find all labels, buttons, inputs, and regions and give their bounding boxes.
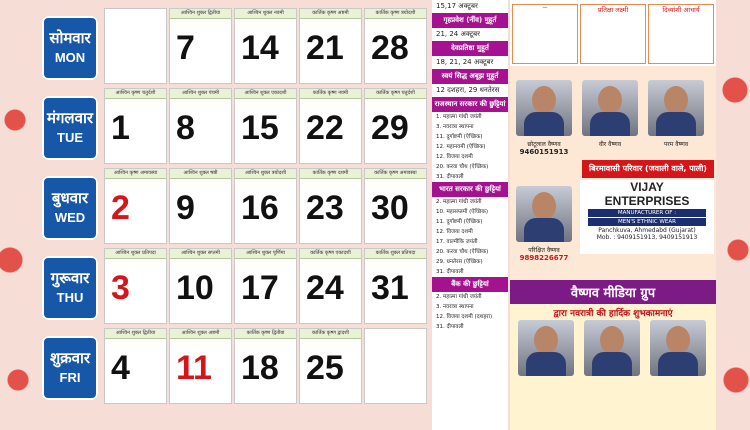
tithi-bar: आश्विन शुक्ल त्रयोदशी — [235, 169, 296, 179]
day-hindi: बुधवार — [51, 189, 89, 207]
calendar-cell — [234, 8, 297, 84]
day-hindi: शुक्रवार — [49, 349, 91, 367]
card-title: दिव्यांशी आचार्य — [662, 6, 700, 14]
calendar-cell — [299, 88, 362, 164]
holiday-item: 1. महात्मा गांधी जयंती — [436, 114, 482, 120]
family-banner: बिरमावासी परिवार (जवाली वाले, पाली) — [582, 160, 714, 178]
card-title: प्रतिक्षा लक्ष्मी — [597, 6, 629, 14]
muhurat-header: गृहप्रवेश (नींव) मुहूर्त — [432, 13, 508, 28]
caption-p3: परम वैष्णव — [663, 141, 689, 148]
photo-media-2 — [584, 320, 640, 376]
raj-holiday-list — [432, 112, 508, 182]
raj-holidays-header: राजस्थान सरकार की छुट्टियां — [432, 97, 508, 112]
holiday-item: 11. दुर्गाष्टमी (ऐच्छिक) — [436, 134, 483, 140]
day-hindi: सोमवार — [49, 29, 91, 47]
date-number: 9 — [176, 189, 195, 227]
calendar-cell — [169, 248, 232, 324]
day-friday — [42, 336, 98, 400]
photo-media-1 — [518, 320, 574, 376]
date-number: 3 — [111, 269, 130, 307]
dev-dates: 18, 21, 24 अक्टूबर — [436, 58, 494, 66]
date-number: 7 — [176, 29, 195, 67]
vijay-name: VIJAY — [630, 180, 664, 194]
date-number: 24 — [306, 269, 344, 307]
calendar-cell — [234, 328, 297, 404]
date-number: 18 — [241, 349, 279, 387]
date-number: 21 — [306, 29, 344, 67]
bharat-holidays-header: भारत सरकार की छुट्टियां — [432, 182, 508, 197]
day-monday — [42, 16, 98, 80]
card-middle — [580, 4, 646, 64]
day-wednesday — [42, 176, 98, 240]
date-number: 22 — [306, 109, 344, 147]
bank-holiday-list — [432, 292, 508, 332]
vijay-address: Panchkuva, Ahmedabd (Gujarat) — [598, 227, 696, 234]
tithi-bar: आश्विन शुक्ल षष्ठी — [170, 169, 231, 179]
muhurat-info-column — [432, 0, 508, 430]
date-number: 14 — [241, 29, 279, 67]
tithi-bar: आश्विन कृष्ण चतुर्दशी — [105, 89, 166, 99]
date-number: 29 — [371, 109, 409, 147]
date-number: 11 — [176, 349, 212, 387]
calendar-cell — [169, 88, 232, 164]
date-number: 25 — [306, 349, 344, 387]
holiday-item: 29. धनतेरस (ऐच्छिक) — [436, 259, 483, 265]
holiday-item: 12. विजया दशमी — [436, 229, 473, 235]
date-number: 15 — [241, 109, 279, 147]
calendar-cell — [299, 248, 362, 324]
calendar-cell — [234, 88, 297, 164]
calendar-cell — [299, 8, 362, 84]
calendar-cell — [169, 328, 232, 404]
tithi-bar: कार्तिक कृष्ण द्वितीया — [235, 329, 296, 339]
holiday-item: 3. नवरात्रा स्थापना — [436, 304, 474, 310]
vaishnav-media-group — [510, 280, 716, 430]
holiday-item: 31. दीपावली — [436, 174, 464, 180]
card-right — [648, 4, 714, 64]
holiday-item: 17. वाल्मीकि जयंती — [436, 239, 478, 245]
swayam-dates: 12 दशहरा, 29 धनतेरस — [436, 86, 500, 94]
holiday-item: 11. दुर्गाष्टमी (ऐच्छिक) — [436, 219, 483, 225]
caption-p2: वीर वैष्णव — [598, 141, 622, 148]
tithi-bar: कार्तिक कृष्ण अष्टमी — [300, 9, 361, 19]
vijay-mobile: Mob. : 9409151913, 9409151913 — [596, 234, 698, 241]
calendar-cell — [104, 8, 167, 84]
vijay-name2: ENTERPRISES — [604, 194, 690, 208]
day-english: THU — [56, 290, 84, 305]
caption-p1-name: छोटूलाल वैष्णव — [527, 141, 561, 148]
muhurat-dates: 21, 24 अक्टूबर — [436, 30, 481, 38]
date-number: 31 — [371, 269, 409, 307]
tithi-bar: आश्विन शुक्ल नवमी — [235, 9, 296, 19]
calendar-cell — [234, 168, 297, 244]
caption-p4-name: परिक्षित वैष्णव — [528, 247, 560, 254]
date-number: 16 — [241, 189, 279, 227]
tithi-bar: आश्विन शुक्ल एकादशी — [235, 89, 296, 99]
day-english: MON — [54, 50, 86, 65]
vijay-tag2: MEN'S ETHNIC WEAR — [588, 218, 706, 226]
date-number: 28 — [371, 29, 409, 67]
holiday-item: 12. महानवमी (ऐच्छिक) — [436, 144, 486, 150]
day-english: TUE — [57, 130, 83, 145]
weekday-column — [42, 0, 98, 430]
sponsor-column — [510, 0, 716, 430]
tithi-bar: कार्तिक कृष्ण नवमी — [300, 89, 361, 99]
holiday-item: 3. नवरात्रा स्थापना — [436, 124, 474, 130]
holiday-item: 2. महात्मा गांधी जयंती — [436, 294, 482, 300]
card-left: — — [512, 4, 578, 64]
tithi-bar: कार्तिक कृष्ण अमावस्या — [365, 169, 426, 179]
date-number: 2 — [111, 189, 130, 227]
tithi-bar: कार्तिक कृष्ण एकादशी — [300, 249, 361, 259]
calendar-cell — [104, 328, 167, 404]
holiday-item: 2. महात्मा गांधी जयंती — [436, 199, 482, 205]
media-title: वैष्णव मीडिया ग्रुप — [510, 280, 716, 304]
day-hindi: गुरूवार — [50, 269, 90, 287]
photo-media-3 — [650, 320, 706, 376]
day-thursday — [42, 256, 98, 320]
vijay-tag1: MANUFACTURER OF : — [588, 209, 706, 217]
photo-parikshit — [516, 186, 572, 242]
calendar-cell — [169, 8, 232, 84]
photo-param — [648, 80, 704, 136]
calendar-cell — [364, 328, 427, 404]
date-number: 4 — [111, 349, 130, 387]
calendar-cell — [104, 248, 167, 324]
day-english: FRI — [59, 370, 81, 385]
calendar-cell — [104, 88, 167, 164]
bharat-holiday-list — [432, 197, 508, 277]
tithi-bar: आश्विन शुक्ल पंचमी — [170, 89, 231, 99]
caption-p1-phone: 9460151913 — [519, 148, 569, 156]
calendar-grid — [104, 0, 430, 430]
calendar-cell — [104, 168, 167, 244]
media-subtitle: द्वारा नवरात्री की हार्दिक शुभकामनाएं — [553, 309, 673, 319]
tithi-bar: आश्विन शुक्ल सप्तमी — [170, 249, 231, 259]
calendar-cell — [364, 8, 427, 84]
tithi-bar: आश्विन शुक्ल प्रतिपदा — [105, 249, 166, 259]
calendar-cell — [364, 168, 427, 244]
calendar-cell — [364, 248, 427, 324]
tithi-bar: आश्विन शुक्ल पूर्णिमा — [235, 249, 296, 259]
holiday-item: 12. विजया दशमी — [436, 154, 473, 160]
holiday-item: 20. करवा चौथ (ऐच्छिक) — [436, 249, 489, 255]
tithi-bar: आश्विन शुक्ल द्वितीया — [105, 329, 166, 339]
tithi-bar: आश्विन शुक्ल द्वितीया — [170, 9, 231, 19]
photo-veer — [582, 80, 638, 136]
swayam-header: स्वयं सिद्ध अबूझ मुहूर्त — [432, 69, 508, 84]
holiday-item: 20. करवा चौथ (ऐच्छिक) — [436, 164, 489, 170]
holiday-item: 31. दीपावली — [436, 269, 464, 275]
top-cards — [510, 0, 716, 66]
dev-header: देवप्रतिष्ठा मुहूर्त — [432, 41, 508, 56]
info-top-line: 15,17 अक्टूबर — [436, 2, 478, 10]
tithi-bar: कार्तिक कृष्ण द्वादशी — [300, 329, 361, 339]
calendar-cell — [299, 328, 362, 404]
calendar-cell — [299, 168, 362, 244]
date-number: 1 — [111, 109, 130, 147]
caption-p1 — [512, 140, 576, 156]
calendar-cell — [364, 88, 427, 164]
date-number: 23 — [306, 189, 344, 227]
tithi-bar: कार्तिक कृष्ण त्रयोदशी — [365, 9, 426, 19]
tithi-bar: कार्तिक शुक्ल प्रतिपदा — [365, 249, 426, 259]
bank-holidays-header: बैंक की छुट्टियां — [432, 277, 508, 292]
day-english: WED — [54, 210, 86, 225]
vijay-enterprises-ad — [580, 180, 714, 254]
date-number: 30 — [371, 189, 409, 227]
photo-chhotulal — [516, 80, 572, 136]
day-hindi: मंगलवार — [47, 109, 93, 127]
tithi-bar: आश्विन कृष्ण अमावस्या — [105, 169, 166, 179]
calendar-cell — [234, 248, 297, 324]
date-number: 8 — [176, 109, 195, 147]
tithi-bar: कार्तिक कृष्ण दशमी — [300, 169, 361, 179]
caption-p4 — [512, 246, 576, 262]
tithi-bar: आश्विन शुक्ल अष्टमी — [170, 329, 231, 339]
holiday-item: 12. विजया दशमी (दशहरा) — [436, 314, 493, 320]
calendar-cell — [169, 168, 232, 244]
day-tuesday — [42, 96, 98, 160]
date-number: 10 — [176, 269, 214, 307]
holiday-item: 31. दीपावली — [436, 324, 464, 330]
caption-p4-phone: 9898226677 — [519, 254, 569, 262]
holiday-item: 10. महासप्तमी (ऐच्छिक) — [436, 209, 488, 215]
tithi-bar: कार्तिक कृष्ण चतुर्दशी — [365, 89, 426, 99]
date-number: 17 — [241, 269, 279, 307]
